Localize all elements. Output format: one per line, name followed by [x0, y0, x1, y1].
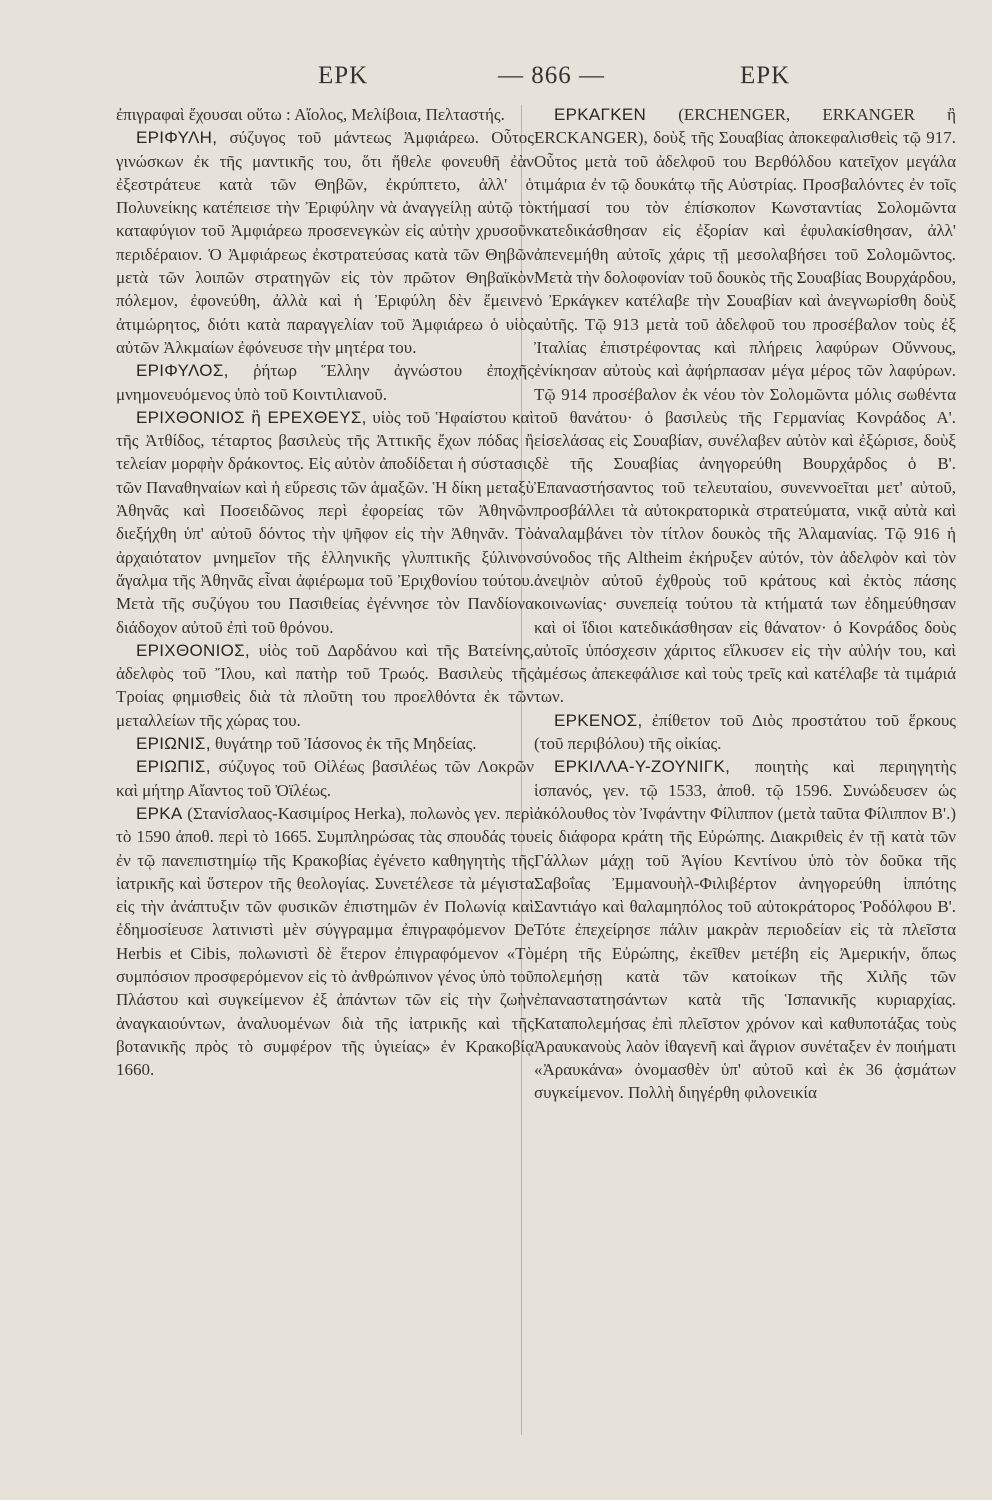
entry-headword: ΕΡΙΩΠΙΣ, [136, 757, 211, 777]
entry-headword: ΕΡΚΕΝΟΣ, [554, 710, 643, 730]
dictionary-entry [116, 732, 534, 755]
entry-text: (ERCHENGER, ERKANGER ἢ ERCKANGER), δοὺξ τῆς Σουαβίας ἀποκεφαλισθεὶς τῷ 917. Οὗτος μετὰ τοῦ ἀδελφοῦ του Βερθόλδου κατεῖχον μεγάλα τιμάρια ἐν τῷ δουκάτῳ τῆς Αὐστρίας. Προσβαλόντες ἐν τοῖς κτήμασί του τὸν ἐπίσκοπον Κωνσταντίας Σολομῶντα κατεδικάσθησαν εἰς ἐξορίαν καὶ ἐφυλακίσθησαν, ἀλλ' ἀπενεμήθη αὐτοῖς χάρις τῇ μεσολαβήσει τοῦ Σολομῶντος. Μετὰ τὴν δολοφονίαν τοῦ δουκὸς τῆς Σουαβίας Βουρχάρδου, ὁ Ἐρκάγκεν κατέλαβε τὴν Σουαβίαν καὶ ἀνεγνωρίσθη δοὺξ αὐτῆς. Τῷ 913 μετὰ τοῦ ἀδελφοῦ του προσέβαλον τοὺς ἐξ Ἰταλίας ἐπιστρέφοντας καὶ πλήρεις λαφύρων Οὔννους, ἐνίκησαν αὐτοὺς καὶ ἀφήρπασαν μέγα μέρος τῶν λαφύρων. Τῷ 914 προσέβαλον ἐκ νέου τὸν Σολομῶντα μόλις σωθέντα τοῦ θανάτου· ὁ βασιλεὺς τῆς Γερμανίας Κονράδος Α'. εἰσελάσας εἰς Σουαβίαν, συνέλαβεν αὐτὸν καὶ ἐξώρισε, δοὺξ δὲ τῆς Σουαβίας ἀνηγορεύθη Βουρχάρδος ὁ Β'. Ἐπαναστήσαντος τοῦ τελευταίου, συνεννοεῖται μετ' αὐτοῦ, προσβάλλει τὰ αὐτοκρατορικὰ στρατεύματα, νικᾷ αὐτὰ καὶ ἀναλαμβάνει τὸν τίτλον δουκὸς τῆς Ἀλαμανίας. Τῷ 916 ἡ σύνοδος τῆς Altheim ἐκήρυξεν αὐτόν, τὸν ἀδελφὸν καὶ τὸν ἀνεψιὸν αὐτοῦ ἐχθροὺς τοῦ κράτους καὶ ἐκτὸς πάσης κοινωνίας· συνεπείᾳ τούτου τὰ κτήματά των ἐδημεύθησαν καὶ οἱ ἴδιοι κατεδικάσθησαν εἰς θάνατον· ὁ Κονράδος δοὺς αὐτοῖς ὑπόσχεσιν χάριτος εἵλκυσεν εἰς τὴν αὐλήν του, καὶ ἀμέσως ἀπεκεφάλισε καὶ τοὺς τρεῖς καὶ κατέλαβε τὰ τιμάριά των. [534, 105, 956, 707]
entry-text: υἱὸς τοῦ Ἡφαίστου καὶ τῆς Ἀτθίδος, τέταρτος βασιλεὺς τῆς Ἀττικῆς ἔχων πόδας ἢ τελείαν μορφὴν δράκοντος. Εἰς αὐτὸν ἀποδίδεται ἡ σύστασις τῶν Παναθηναίων καὶ ἡ εὕρεσις τῶν ἁμαξῶν. Ἡ δίκη μεταξὺ Ἀθηνᾶς καὶ Ποσειδῶνος περὶ ἐφορείας τῶν Ἀθηνῶν διεξήχθη ὑπ' αὐτοῦ δόντος τὴν ψῆφον εἰς τὴν Ἀθηνᾶν. Τὸ ἀρχαιότατον μνημεῖον τῆς ἑλληνικῆς γλυπτικῆς ξύλινον ἄγαλμα τῆς Ἀθηνᾶς εἶναι ἀφιέρωμα τοῦ Ἐριχθονίου τούτου. Μετὰ τῆς συζύγου του Πασιθείας ἐγέννησε τὸν Πανδίονα διάδοχον αὐτοῦ ἐπὶ τοῦ θρόνου. [116, 407, 535, 637]
entry-text: υἱὸς τοῦ Δαρδάνου καὶ τῆς Βατείνης, ἀδελφὸς τοῦ Ἴλου, καὶ πατὴρ τοῦ Τρωός. Βασιλεὺς τῆς Τροίας φημισθεὶς διὰ τὰ πλοῦτη του προελθόντα ἐκ τῶν μεταλλείων τῆς χώρας του. [116, 640, 535, 730]
dictionary-entry [116, 639, 534, 732]
entry-headword: ΕΡΙΦΥΛΟΣ, [136, 361, 229, 381]
header-left-guideword: ΕΡΚ [318, 62, 369, 89]
dictionary-entry [116, 755, 534, 802]
entry-headword: ΕΡΙΩΝΙΣ, [136, 734, 211, 754]
dictionary-entry [116, 406, 534, 639]
dictionary-entry [534, 755, 956, 1104]
dictionary-entry [116, 103, 534, 126]
entry-text: ἐπιγραφαὶ ἔχουσαι οὕτω : Αἴολος, Μελίβοια, Πελταστής. [116, 105, 505, 124]
entry-headword: ΕΡΚΑ [136, 803, 183, 823]
entry-text: θυγάτηρ τοῦ Ἰάσονος ἐκ τῆς Μηδείας. [215, 734, 477, 754]
entry-text: ἐπίθετον τοῦ Διὸς προστάτου τοῦ ἕρκους (τοῦ περιβόλου) τῆς οἰκίας. [534, 710, 957, 754]
page-number: — 866 — [498, 62, 605, 89]
entry-headword: ΕΡΙΧΘΟΝΙΟΣ ἢ ΕΡΕΧΘΕΥΣ, [136, 407, 367, 427]
entry-headword: ΕΡΚΙΛΛΑ-Υ-ΖΟΥΝΙΓΚ, [554, 757, 731, 777]
dictionary-entry [116, 359, 534, 406]
header-right-guideword: ΕΡΚ [740, 62, 791, 89]
entry-text: ῥήτωρ Ἕλλην ἀγνώστου ἐποχῆς μνημονευόμενος ὑπὸ τοῦ Κοιντιλιανοῦ. [116, 361, 535, 404]
entry-text: (Στανίσλαος-Κασιμίρος Herka), πολωνὸς γεν. περὶ τὸ 1590 ἀποθ. περὶ τὸ 1665. Συμπληρώσας τὰς σπουδάς του ἐν τῷ πανεπιστημίῳ τῆς Κρακοβίας ἐγένετο καθηγητὴς τῆς ἰατρικῆς καὶ ὕστερον τῆς θεολογίας. Συνετέλεσε τὰ μέγιστα εἰς τὴν ἀνάπτυξιν τῶν φυσικῶν ἐπιστημῶν ἐν Πολωνίᾳ καὶ ἐδημοσίευσε λατινιστὶ μὲν σύγγραμμα ἐπιγραφόμενον De Herbis et Cibis, πολωνιστὶ δὲ ἕτερον ἐπιγραφόμενον «Τὸ συμπόσιον προσφερόμενον εἰς τὸ ἀνθρώπινον γένος ὑπὸ τοῦ Πλάστου καὶ συγκείμενον ἐξ ἀπάντων τῶν εἰς τὴν ζωὴν ἀναγκαιούντων, ἀναλυομένων διὰ τῆς ἰατρικῆς καὶ τῆς βοτανικῆς πρὸς τὸ συμφέρον τῆς ὑγιείας» ἐν Κρακοβίᾳ 1660. [116, 803, 534, 1080]
dictionary-entry [534, 103, 956, 709]
entry-headword: ΕΡΙΦΥΛΗ, [136, 128, 218, 148]
dictionary-entry [116, 126, 534, 359]
page-header [100, 62, 900, 102]
entry-headword: ΕΡΚΑΓΚΕΝ [554, 105, 647, 124]
dictionary-entry [116, 802, 534, 1082]
entry-text: σύζυγος τοῦ Οἰλέως βασιλέως τῶν Λοκρῶν καὶ μήτηρ Αἴαντος τοῦ Ὀϊλέως. [116, 757, 534, 800]
entry-text: σύζυγος τοῦ μάντεως Ἀμφιάρεω. Οὗτος γινώσκων ἐκ τῆς μαντικῆς του, ὅτι ἤθελε φονευθῆ ἐὰν ἐξεστράτευε κατὰ τῶν Θηβῶν, ἐκρύπτετο, ἀλλ' ὁ Πολυνείκης κατέπεισε τὴν Ἐριφύλην νὰ ἀναγγείλῃ αὐτῷ τὸ καταφύγιον τοῦ Ἀμφιάρεω προσενεγκὼν εἰς αὐτὴν χρυσοῦν περιδέραιον. Ὁ Ἀμφιάρεως ἐκστρατεύσας κατὰ τῶν Θηβῶν μετὰ τῶν λοιπῶν στρατηγῶν εἰς τὸν πρῶτον Θηβαϊκὸν πόλεμον, ἐφονεύθη, ἀλλὰ καὶ ἡ Ἐριφύλη δὲν ἔμεινεν ἀτιμώρητος, διότι κατὰ παραγγελίαν τοῦ Ἀμφιάρεω ὁ υἱὸς αὐτῶν Ἀλκμαίων ἐφόνευσε τὴν μητέρα του. [116, 128, 535, 357]
left-column [116, 103, 534, 1081]
entry-text: ποιητὴς καὶ περιηγητὴς ἱσπανός, γεν. τῷ 1533, ἀποθ. τῷ 1596. Συνώδευσεν ὡς ἀκόλουθος τὸν Ἰνφάντην Φίλιππον (μετὰ ταῦτα Φίλιππον Β'.) εἰς διάφορα κράτη τῆς Εὐρώπης. Διακριθεὶς ἐν τῇ κατὰ τῶν Γάλλων μάχῃ τοῦ Ἁγίου Κεντίνου ὑπὸ τὸν δοῦκα τῆς Σαβοΐας Ἐμμανουὴλ-Φιλιβέρτον ἀνηγορεύθη ἱππότης Σαντιάγο καὶ θαλαμηπόλος τοῦ αὐτοκράτορος Ῥοδόλφου Β'. Τότε ἐπεχείρησε πάλιν μακρὰν περιοδείαν εἰς τὰ πλεῖστα μέρη τῆς Εὐρώπης, ἐκεῖθεν μετέβη εἰς Ἀμερικήν, ὅπως πολεμήσῃ κατὰ τῶν κατοίκων τῆς Χιλῆς τῶν ἐπαναστατησάντων κατὰ τῆς Ἱσπανικῆς κυριαρχίας. Καταπολεμήσας ἐπὶ πλεῖστον χρόνον καὶ καθυποτάξας τοὺς Ἀραυκανοὺς λαὸν ἰθαγενῆ καὶ ἄγριον συνέταξεν ἐν ποιήματι «Ἀραυκάνα» ὀνομασθὲν ὑπ' αὐτοῦ καὶ ἐκ 36 ᾀσμάτων συγκείμενον. Πολλὴ διηγέρθη φιλονεικία [534, 757, 956, 1103]
entry-headword: ΕΡΙΧΘΟΝΙΟΣ, [136, 640, 250, 660]
dictionary-entry [534, 709, 956, 756]
right-column [534, 103, 956, 1105]
